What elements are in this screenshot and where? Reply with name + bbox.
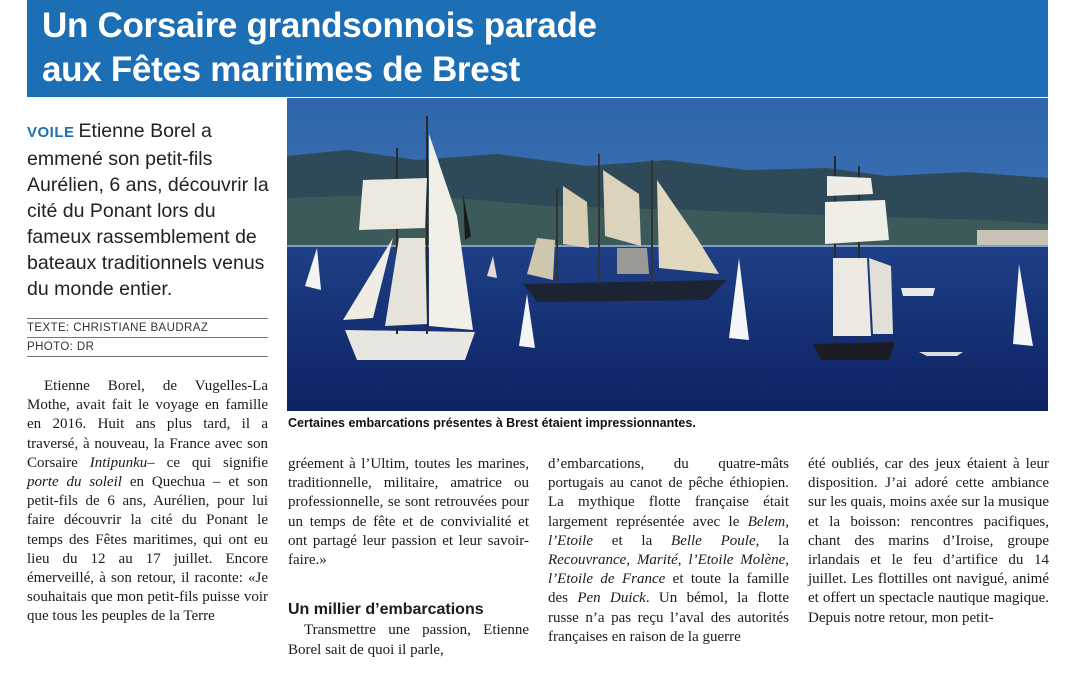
body-column-2 bbox=[288, 455, 529, 660]
body-text: – ce qui signifie bbox=[147, 454, 268, 471]
body-column-1 bbox=[27, 377, 268, 627]
lead-text: Etienne Borel a emmené son petit-fils Aurélien, 6 ans, découvrir la cité du Ponant lors du fameux rassemblement de bateaux traditionnels venus du monde entier. bbox=[27, 120, 269, 300]
body-text: et la bbox=[593, 532, 672, 549]
body-text: Etienne Borel, de Vugelles-La Mothe, avait fait le voyage en famille en 2016. Huit ans plus tard, il a traversé, à nouveau, la France avec son Corsaire bbox=[27, 378, 268, 471]
body-text: . Un bémol, la flotte russe n’a pas reçu l’aval des autorités françaises en raison de la guerre bbox=[548, 590, 789, 645]
headline-line-2: aux Fêtes maritimes de Brest bbox=[42, 50, 520, 89]
kicker-label: VOILE bbox=[27, 124, 75, 141]
boat-name: Marité bbox=[636, 552, 678, 569]
body-text: , bbox=[626, 552, 637, 569]
body-paragraph bbox=[548, 455, 789, 647]
sailing-ships-photo bbox=[287, 98, 1048, 411]
credit-text: TEXTE: CHRISTIANE BAUDRAZ bbox=[27, 318, 268, 337]
body-text: d’embarcations, du quatre-mâts portugais au canot de pêche éthiopien. La mythique flotte française était largement représentée avec le bbox=[548, 456, 789, 530]
boat-name: Recouvrance bbox=[548, 552, 627, 569]
photo-caption: Certaines embarcations présentes à Brest étaient impressionnantes. bbox=[288, 416, 696, 430]
body-text: , bbox=[677, 552, 689, 569]
body-text: , bbox=[785, 513, 789, 530]
body-column-4 bbox=[808, 455, 1049, 628]
body-paragraph: gréement à l’Ultim, toutes les marines, traditionnelle, militaire, amatrice ou professionnelle, se sont retrouvées pour un temps de fête et de convivialité et ont partagé leur passion et leur savoir-faire.» bbox=[288, 456, 529, 569]
body-text: , bbox=[785, 552, 790, 569]
body-text: , la bbox=[755, 532, 789, 549]
lead-paragraph bbox=[27, 118, 272, 302]
credit-photo: PHOTO: DR bbox=[27, 337, 268, 357]
boat-name: l’Etoile de France bbox=[548, 571, 666, 588]
boat-name: l’Etoile bbox=[548, 532, 593, 549]
headline-line-1: Un Corsaire grandsonnois parade bbox=[42, 6, 597, 45]
body-text: en Quechua – et son petit-fils de 6 ans, Aurélien, pour lui faire découvrir la cité du Ponant le temps des Fêtes maritimes, qui ont eu lieu du 12 au 17 juillet. Encore émerveillé, à son retour, il raconte: «Je souhaitais que mon petit-fils puisse voir que tous les peuples de la Terre bbox=[27, 474, 268, 625]
body-column-3 bbox=[548, 455, 789, 647]
body-paragraph: été oubliés, car des jeux étaient à leur disposition. J’ai adoré cette ambiance sur les quais, moins axée sur la musique et la boisson: rencontres pacifiques, chant des marins d’Iroise, groupe irlandais et le feu d’artifice du 14 juillet. Les flottilles ont navigué, animé et offert un spectacle nautique magique. Depuis notre retour, mon petit- bbox=[808, 456, 1049, 626]
boat-name: Belle Poule bbox=[671, 532, 756, 549]
subheading: Un millier d’embarcations bbox=[288, 601, 484, 619]
boat-name: Belem bbox=[747, 513, 786, 530]
headline bbox=[42, 4, 597, 92]
boat-name: Intipunku bbox=[89, 454, 148, 471]
body-paragraph: Transmettre une passion, Etienne Borel sait de quoi il parle, bbox=[288, 622, 529, 658]
body-text: et toute la famille des bbox=[548, 571, 789, 607]
credits bbox=[27, 318, 268, 357]
body-paragraph bbox=[27, 377, 268, 627]
boat-name: Pen Duick bbox=[577, 590, 646, 607]
translation-phrase: porte du soleil bbox=[27, 474, 122, 491]
boat-name: l’Etoile Molène bbox=[688, 552, 786, 569]
